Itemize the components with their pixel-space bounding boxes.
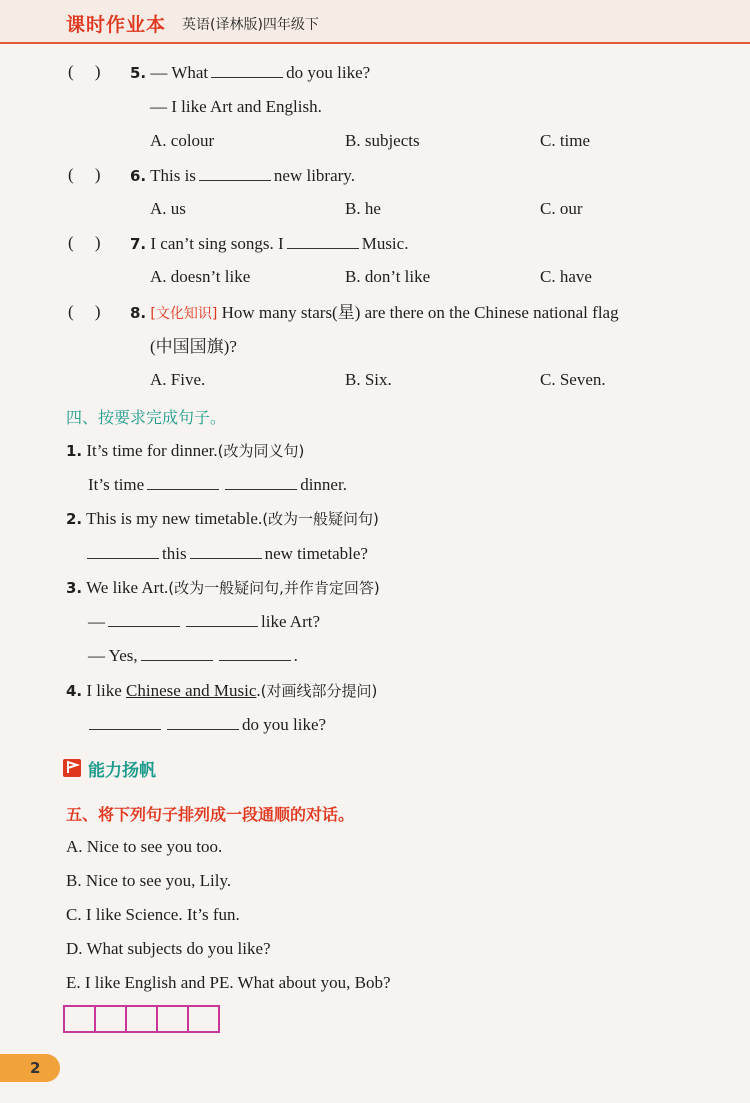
subject-title: 英语(译林版)四年级下 [182,17,319,33]
dialog-line-d: D. What subjects do you like? [66,939,271,958]
answer-paren[interactable]: ( ) [68,62,101,81]
underlined-phrase: Chinese and Music [126,681,257,700]
option-a: A. Five. [150,370,206,389]
option-c: C. our [540,199,583,218]
s4-item-3: 3. We like Art.(改为一般疑问句,并作肯定回答) [66,578,380,597]
s4-item-1: 1. It’s time for dinner.(改为同义句) [66,441,305,460]
section-4-title: 四、按要求完成句子。 [66,408,227,427]
flag-icon [62,758,82,778]
s4-answer-3b: — Yes, . [88,646,298,665]
page-number: 2 [0,1054,60,1082]
blank[interactable] [89,715,161,730]
s4-item-2: 2. This is my new timetable.(改为一般疑问句) [66,509,379,528]
blank[interactable] [141,646,213,661]
answer-box[interactable] [156,1005,189,1033]
answer-paren[interactable]: ( ) [68,302,101,321]
s4-item-4: 4. I like Chinese and Music.(对画线部分提问) [66,681,378,700]
blank[interactable] [147,475,219,490]
option-b: B. subjects [345,131,420,150]
answer-boxes[interactable] [63,1005,218,1033]
section-5-title: 五、将下列句子排列成一段通顺的对话。 [66,805,355,824]
s4-answer-4: do you like? [86,714,326,736]
blank[interactable] [190,544,262,559]
question-8: 8. [文化知识] How many stars(星) are there on the Chinese national flag [130,303,619,322]
blank[interactable] [167,715,239,730]
answer-paren[interactable]: ( ) [68,165,101,184]
dialog-line-b: B. Nice to see you, Lily. [66,871,232,890]
dialog-line-c: C. I like Science. It’s fun. [66,905,240,924]
s4-answer-1: It’s time dinner. [88,475,347,494]
option-c: C. time [540,131,591,150]
answer-box[interactable] [125,1005,158,1033]
question-8-cont: (中国国旗)? [150,337,237,356]
culture-tag: [文化知识] [150,306,218,322]
series-title: 课时作业本 [66,14,167,36]
s4-answer-3: — like Art? [88,612,321,631]
blank[interactable] [211,63,283,78]
question-5-reply: — I like Art and English. [150,97,322,116]
option-c: C. have [540,267,592,286]
ability-banner: 能力扬帆 [62,755,156,781]
blank[interactable] [225,475,297,490]
option-a: A. doesn’t like [150,267,251,286]
option-a: A. us [150,199,186,218]
option-a: A. colour [150,131,215,150]
option-b: B. don’t like [345,267,431,286]
question-7: 7. I can’t sing songs. I Music. [130,234,409,253]
blank[interactable] [108,612,180,627]
answer-box[interactable] [63,1005,96,1033]
blank[interactable] [219,646,291,661]
answer-paren[interactable]: ( ) [68,233,101,252]
question-5: 5. — What do you like? [130,63,371,82]
blank[interactable] [87,544,159,559]
dialog-line-e: E. I like English and PE. What about you, Bob? [66,973,391,992]
answer-box[interactable] [187,1005,220,1033]
answer-box[interactable] [94,1005,127,1033]
option-b: B. he [345,199,381,218]
blank[interactable] [287,234,359,249]
blank[interactable] [199,166,271,181]
page-header [0,0,750,44]
dialog-line-a: A. Nice to see you too. [66,837,223,856]
option-b: B. Six. [345,370,392,389]
s4-answer-2: this new timetable? [84,543,368,565]
question-6: 6. This is new library. [130,166,355,185]
blank[interactable] [186,612,258,627]
option-c: C. Seven. [540,370,606,389]
